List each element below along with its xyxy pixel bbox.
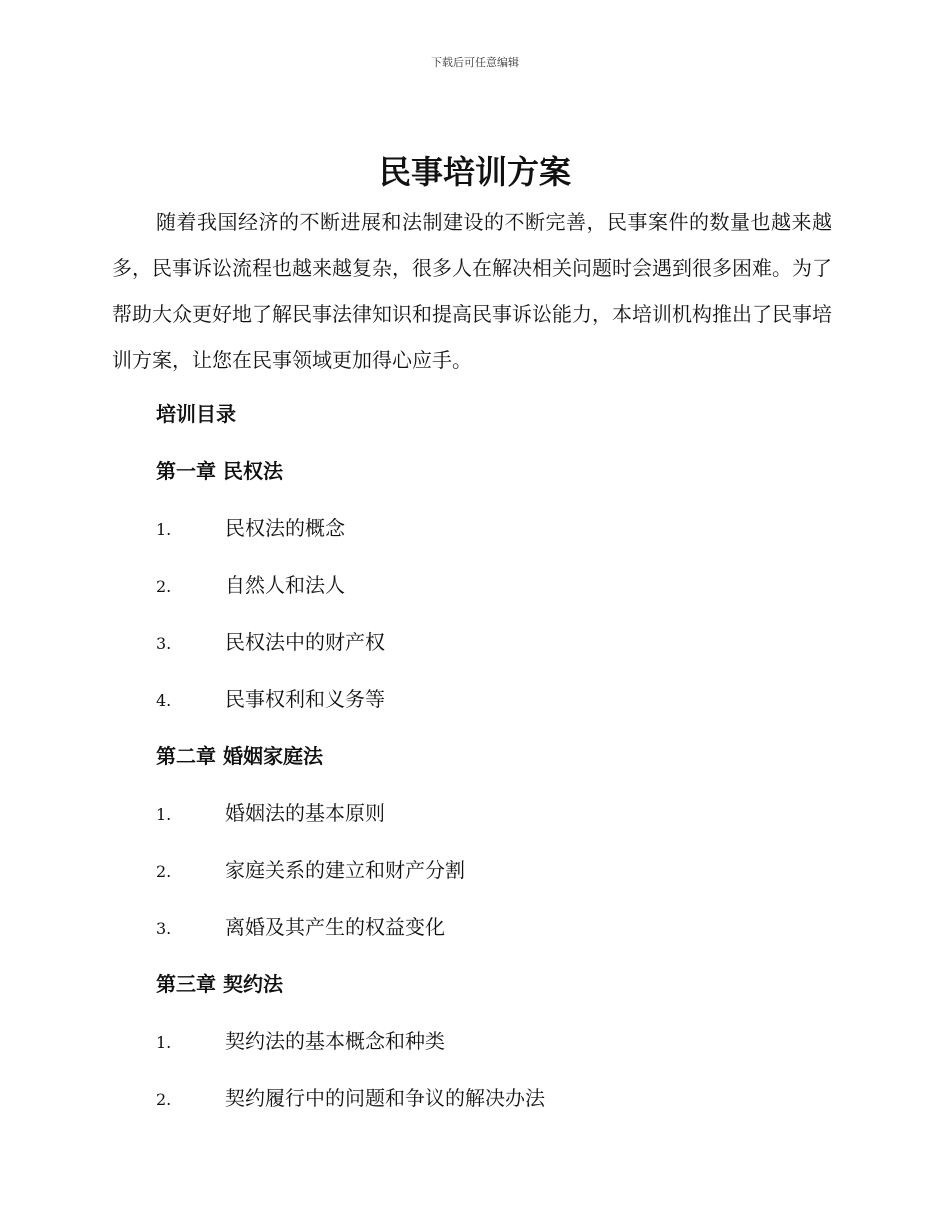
- list-item-number: 2.: [156, 862, 172, 881]
- chapter-1: [112, 446, 832, 731]
- list-item: [112, 617, 832, 674]
- list-item: [112, 1073, 832, 1130]
- chapter-3-list: [112, 1016, 832, 1130]
- list-item-number: 1.: [156, 1033, 172, 1052]
- list-item: [112, 503, 832, 560]
- document-title: 民事培训方案: [378, 153, 571, 191]
- list-item-number: 3.: [156, 919, 172, 938]
- list-item-number: 3.: [156, 634, 172, 653]
- list-item-text: 自然人和法人: [225, 573, 345, 597]
- chapter-1-list: [112, 503, 832, 731]
- chapter-title: 第三章 契约法: [156, 972, 283, 996]
- chapter-2: [112, 731, 832, 959]
- list-item-number: 2.: [156, 1090, 172, 1109]
- list-item: [112, 1016, 832, 1073]
- list-item-number: 2.: [156, 577, 172, 596]
- page-header: 下载后可任意编辑: [431, 56, 519, 69]
- document-body: [112, 389, 832, 1130]
- list-item: [112, 902, 832, 959]
- chapter-title: 第一章 民权法: [156, 459, 283, 483]
- list-item: [112, 788, 832, 845]
- list-item: [112, 674, 832, 731]
- list-item-text: 婚姻法的基本原则: [225, 801, 385, 825]
- list-item-text: 家庭关系的建立和财产分割: [225, 858, 465, 882]
- list-item-text: 契约法的基本概念和种类: [225, 1029, 445, 1053]
- chapter-title: 第二章 婚姻家庭法: [156, 744, 323, 768]
- list-item-number: 1.: [156, 805, 172, 824]
- list-item-text: 民权法中的财产权: [225, 630, 385, 654]
- list-item: [112, 560, 832, 617]
- list-item-text: 契约履行中的问题和争议的解决办法: [225, 1086, 545, 1110]
- list-item: [112, 845, 832, 902]
- chapter-2-list: [112, 788, 832, 959]
- list-item-text: 民权法的概念: [225, 516, 345, 540]
- toc-heading: 培训目录: [156, 402, 236, 426]
- list-item-number: 4.: [156, 691, 172, 710]
- list-item-text: 离婚及其产生的权益变化: [225, 915, 445, 939]
- list-item-number: 1.: [156, 520, 172, 539]
- list-item-text: 民事权利和义务等: [225, 687, 385, 711]
- intro-paragraph: 随着我国经济的不断进展和法制建设的不断完善，民事案件的数量也越来越多，民事诉讼流程也越来越复杂，很多人在解决相关问题时会遇到很多困难。为了帮助大众更好地了解民事法律知识和提高民事诉讼能力，本培训机构推出了民事培训方案，让您在民事领域更加得心应手。: [112, 210, 832, 372]
- chapter-3: [112, 959, 832, 1130]
